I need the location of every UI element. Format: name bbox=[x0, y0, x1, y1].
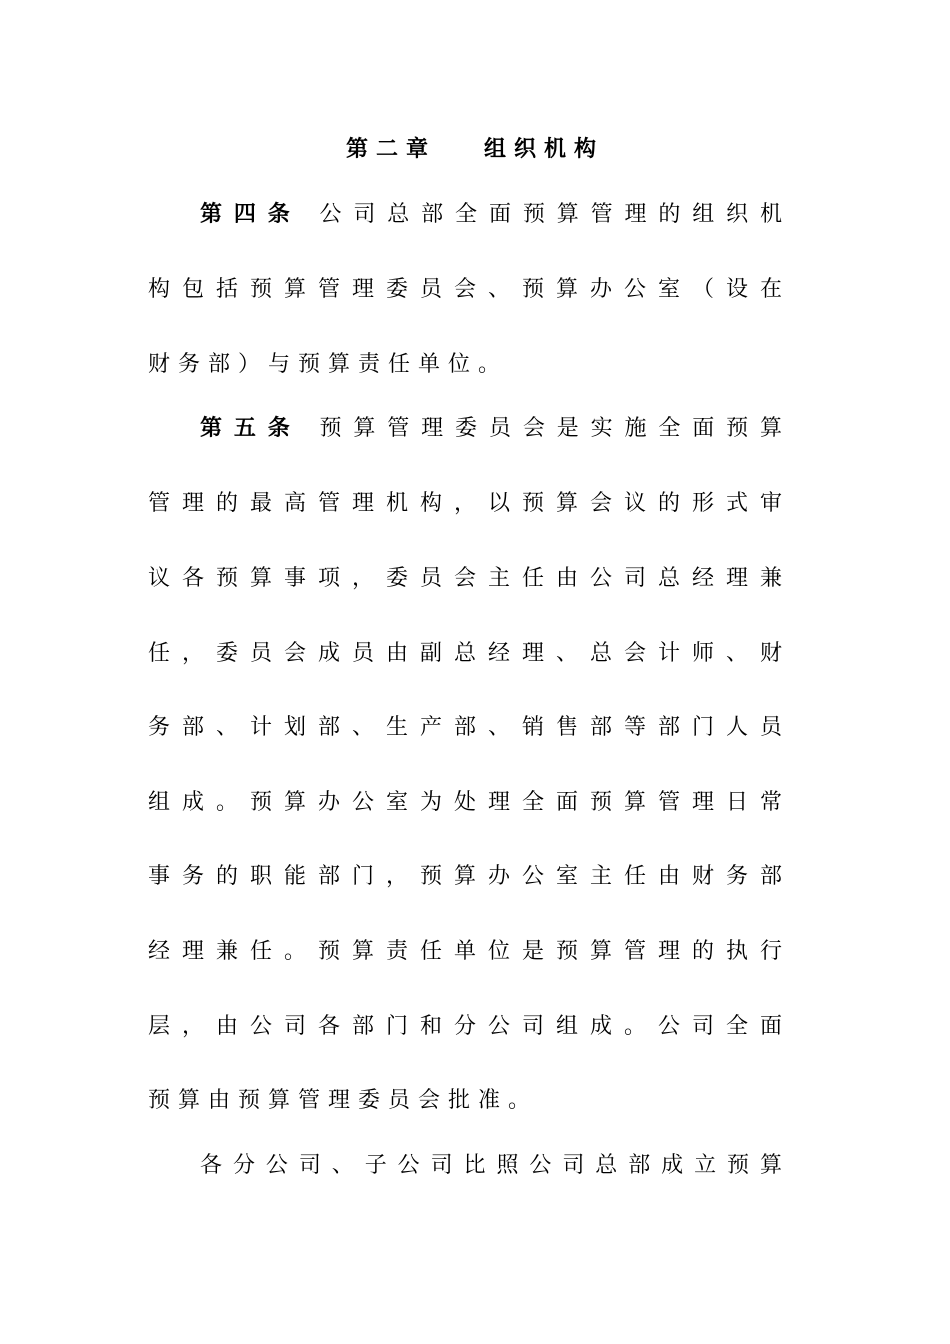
article-5-label: 第五条 bbox=[200, 416, 302, 441]
paragraph-continuation: 各分公司、子公司比照公司总部成立预算 bbox=[200, 1153, 790, 1178]
article-4-text-1: 公司总部全面预算管理的组织机 bbox=[315, 202, 790, 227]
chapter-number: 第二章 bbox=[345, 137, 436, 162]
article-5-line-7: 事务的职能部门，预算办公室主任由财务部 bbox=[148, 864, 790, 889]
article-5-line-3: 议各预算事项，委员会主任由公司总经理兼 bbox=[148, 566, 790, 591]
article-5-line-10: 预算由预算管理委员会批准。 bbox=[148, 1088, 539, 1113]
article-5-line-6: 组成。预算办公室为处理全面预算管理日常 bbox=[148, 790, 790, 815]
article-5-line-9: 层，由公司各部门和分公司组成。公司全面 bbox=[148, 1014, 790, 1039]
article-4-label: 第四条 bbox=[200, 202, 302, 227]
article-5-line-2: 管理的最高管理机构，以预算会议的形式审 bbox=[148, 491, 790, 516]
article-5-line-5: 务部、计划部、生产部、销售部等部门人员 bbox=[148, 715, 790, 740]
article-5-text-1: 预算管理委员会是实施全面预算 bbox=[315, 416, 790, 441]
chapter-heading bbox=[0, 130, 950, 170]
article-4-line-3: 财务部）与预算责任单位。 bbox=[148, 352, 509, 377]
article-4-line-1 bbox=[148, 195, 790, 235]
article-4-line-2: 构包括预算管理委员会、预算办公室（设在 bbox=[148, 277, 790, 302]
chapter-name: 组织机构 bbox=[484, 137, 605, 162]
article-5-line-8: 经理兼任。预算责任单位是预算管理的执行 bbox=[148, 939, 790, 964]
article-5-line-1 bbox=[148, 409, 790, 449]
article-5-line-4: 任，委员会成员由副总经理、总会计师、财 bbox=[148, 641, 790, 666]
